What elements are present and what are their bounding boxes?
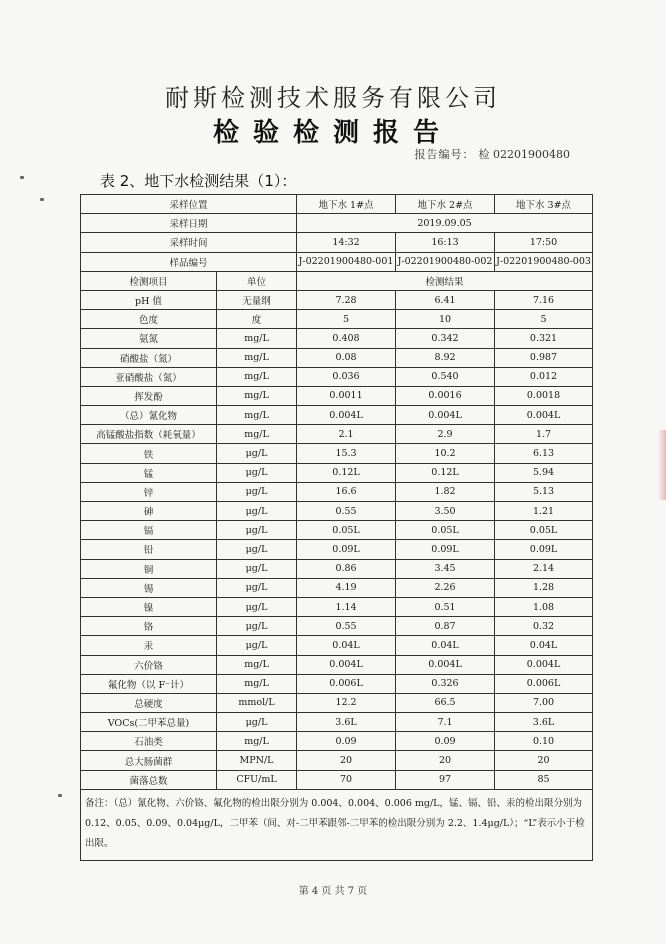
table-row	[81, 406, 593, 425]
result-site-1: 0.408	[297, 329, 396, 348]
item-unit: CFU/mL	[217, 770, 297, 789]
table-row-note	[81, 789, 593, 860]
item-unit: μg/L	[217, 521, 297, 540]
result-site-3: 85	[495, 770, 593, 789]
item-name: 汞	[81, 636, 217, 655]
item-unit: μg/L	[217, 713, 297, 732]
report-number	[415, 146, 570, 162]
item-unit: 度	[217, 310, 297, 329]
item-unit: MPN/L	[217, 751, 297, 770]
table-row	[81, 770, 593, 789]
table-row-date	[81, 214, 593, 233]
result-site-2: 10.2	[396, 444, 495, 463]
result-site-2: 6.41	[396, 290, 495, 309]
item-unit: mg/L	[217, 425, 297, 444]
result-site-1: 0.04L	[297, 636, 396, 655]
table-row	[81, 290, 593, 309]
result-site-1: 0.86	[297, 559, 396, 578]
result-site-2: 0.004L	[396, 406, 495, 425]
item-unit: μg/L	[217, 540, 297, 559]
company-name: 耐斯检测技术服务有限公司	[165, 84, 501, 112]
result-site-2: 10	[396, 310, 495, 329]
sample-2: J-02201900480-002	[396, 252, 495, 271]
table-row-site	[81, 195, 593, 214]
result-site-2: 3.45	[396, 559, 495, 578]
sample-1: J-02201900480-001	[297, 252, 396, 271]
site-2: 地下水 2#点	[396, 195, 495, 214]
result-site-2: 0.540	[396, 367, 495, 386]
item-unit: mg/L	[217, 655, 297, 674]
item-name: 铅	[81, 540, 217, 559]
result-site-1: 0.05L	[297, 521, 396, 540]
item-name: 铜	[81, 559, 217, 578]
item-name: 氟化物（以 F⁻计）	[81, 674, 217, 693]
result-site-1: 12.2	[297, 693, 396, 712]
result-site-2: 3.50	[396, 502, 495, 521]
item-name: 锌	[81, 482, 217, 501]
sample-3: J-02201900480-003	[495, 252, 593, 271]
result-site-2: 0.326	[396, 674, 495, 693]
scan-mark	[58, 794, 62, 797]
result-site-3: 3.6L	[495, 713, 593, 732]
column-header-result: 检测结果	[297, 271, 593, 290]
time-1: 14:32	[297, 233, 396, 252]
result-site-3: 0.004L	[495, 406, 593, 425]
table-row	[81, 482, 593, 501]
item-name: 铁	[81, 444, 217, 463]
table-row	[81, 540, 593, 559]
result-site-1: 20	[297, 751, 396, 770]
seal-stamp-edge	[658, 430, 666, 500]
result-site-1: 0.08	[297, 348, 396, 367]
item-name: 砷	[81, 502, 217, 521]
table-row	[81, 655, 593, 674]
result-site-2: 0.09L	[396, 540, 495, 559]
result-site-3: 2.14	[495, 559, 593, 578]
item-unit: mg/L	[217, 406, 297, 425]
item-name: 镉	[81, 521, 217, 540]
table-row	[81, 444, 593, 463]
item-name: 亚硝酸盐（氮）	[81, 367, 217, 386]
result-site-3: 0.987	[495, 348, 593, 367]
report-number-value: 检 02201900480	[478, 148, 570, 161]
table-title: 表 2、地下水检测结果（1）：	[100, 172, 297, 190]
result-site-3: 0.09L	[495, 540, 593, 559]
result-site-3: 1.08	[495, 597, 593, 616]
table-row	[81, 617, 593, 636]
result-site-3: 0.10	[495, 732, 593, 751]
site-1: 地下水 1#点	[297, 195, 396, 214]
item-name: pH 值	[81, 290, 217, 309]
result-site-3: 0.0018	[495, 386, 593, 405]
item-name: （总）氰化物	[81, 406, 217, 425]
item-name: 总硬度	[81, 693, 217, 712]
item-name: 石油类	[81, 732, 217, 751]
item-unit: μg/L	[217, 502, 297, 521]
result-site-1: 1.14	[297, 597, 396, 616]
item-name: 锰	[81, 463, 217, 482]
item-unit: 无量纲	[217, 290, 297, 309]
result-site-1: 0.036	[297, 367, 396, 386]
scan-mark	[20, 176, 24, 179]
column-header-unit: 单位	[217, 271, 297, 290]
result-site-2: 2.9	[396, 425, 495, 444]
result-site-2: 0.51	[396, 597, 495, 616]
result-site-1: 70	[297, 770, 396, 789]
result-site-3: 6.13	[495, 444, 593, 463]
result-site-3: 0.32	[495, 617, 593, 636]
item-unit: μg/L	[217, 559, 297, 578]
result-site-2: 0.342	[396, 329, 495, 348]
table-row	[81, 502, 593, 521]
result-site-2: 1.82	[396, 482, 495, 501]
result-site-1: 0.004L	[297, 406, 396, 425]
result-site-2: 0.12L	[396, 463, 495, 482]
result-site-2: 0.04L	[396, 636, 495, 655]
item-name: 镍	[81, 597, 217, 616]
result-site-1: 3.6L	[297, 713, 396, 732]
result-site-2: 20	[396, 751, 495, 770]
table-row	[81, 348, 593, 367]
result-site-3: 1.7	[495, 425, 593, 444]
result-site-1: 0.55	[297, 617, 396, 636]
table-row	[81, 367, 593, 386]
table-row	[81, 386, 593, 405]
report-title: 检验检测报告	[212, 118, 453, 148]
item-unit: μg/L	[217, 597, 297, 616]
date-label: 采样日期	[81, 214, 297, 233]
result-site-1: 0.004L	[297, 655, 396, 674]
result-site-1: 0.006L	[297, 674, 396, 693]
result-site-2: 0.05L	[396, 521, 495, 540]
item-name: 铬	[81, 617, 217, 636]
table-row	[81, 732, 593, 751]
table-row-time	[81, 233, 593, 252]
table-row	[81, 713, 593, 732]
table-row	[81, 751, 593, 770]
result-site-2: 0.87	[396, 617, 495, 636]
table-row	[81, 463, 593, 482]
table-row	[81, 636, 593, 655]
item-name: 氨氮	[81, 329, 217, 348]
table-header-row	[81, 271, 593, 290]
result-site-2: 2.26	[396, 578, 495, 597]
result-site-3: 0.006L	[495, 674, 593, 693]
sample-label: 样品编号	[81, 252, 297, 271]
result-site-2: 0.004L	[396, 655, 495, 674]
item-name: 菌落总数	[81, 770, 217, 789]
result-site-2: 66.5	[396, 693, 495, 712]
result-site-3: 7.00	[495, 693, 593, 712]
result-site-2: 8.92	[396, 348, 495, 367]
result-site-3: 0.004L	[495, 655, 593, 674]
item-name: 锡	[81, 578, 217, 597]
table-row	[81, 329, 593, 348]
page-footer: 第 4 页 共 7 页	[298, 886, 368, 897]
sampling-date: 2019.09.05	[297, 214, 593, 233]
result-site-1: 0.09	[297, 732, 396, 751]
result-site-3: 7.16	[495, 290, 593, 309]
item-name: VOCs(二甲苯总量)	[81, 713, 217, 732]
report-number-label: 报告编号：	[414, 148, 475, 161]
item-unit: mg/L	[217, 674, 297, 693]
table-row	[81, 425, 593, 444]
table-row	[81, 674, 593, 693]
table-note: 备注：（总）氰化物、六价铬、氟化物的检出限分别为 0.004、0.004、0.006 mg/L，锰、镉、铅、汞的检出限分别为 0.12、0.05、0.09、0.04μg/L，二甲苯（间、对-二甲苯跟邻-二甲苯的检出限分别为 2.2、1.4μg/L）；“L”表示小于检出限。	[81, 789, 593, 860]
table-row	[81, 597, 593, 616]
result-site-2: 7.1	[396, 713, 495, 732]
item-unit: μg/L	[217, 578, 297, 597]
result-site-1: 0.09L	[297, 540, 396, 559]
result-site-2: 97	[396, 770, 495, 789]
result-site-1: 2.1	[297, 425, 396, 444]
result-site-2: 0.09	[396, 732, 495, 751]
result-site-1: 0.0011	[297, 386, 396, 405]
result-site-3: 0.012	[495, 367, 593, 386]
item-name: 色度	[81, 310, 217, 329]
result-site-1: 7.28	[297, 290, 396, 309]
item-name: 硝酸盐（氮）	[81, 348, 217, 367]
item-unit: mg/L	[217, 329, 297, 348]
scan-mark	[40, 198, 44, 201]
item-unit: mmol/L	[217, 693, 297, 712]
table-row	[81, 521, 593, 540]
result-site-3: 5	[495, 310, 593, 329]
result-site-1: 4.19	[297, 578, 396, 597]
result-site-2: 0.0016	[396, 386, 495, 405]
item-unit: mg/L	[217, 386, 297, 405]
item-unit: mg/L	[217, 348, 297, 367]
item-name: 总大肠菌群	[81, 751, 217, 770]
result-site-1: 15.3	[297, 444, 396, 463]
item-unit: μg/L	[217, 636, 297, 655]
result-site-1: 5	[297, 310, 396, 329]
item-name: 挥发酚	[81, 386, 217, 405]
item-unit: μg/L	[217, 482, 297, 501]
table-row	[81, 578, 593, 597]
site-3: 地下水 3#点	[495, 195, 593, 214]
item-unit: mg/L	[217, 732, 297, 751]
time-3: 17:50	[495, 233, 593, 252]
result-site-3: 0.04L	[495, 636, 593, 655]
site-label: 采样位置	[81, 195, 297, 214]
result-site-1: 0.55	[297, 502, 396, 521]
result-site-1: 0.12L	[297, 463, 396, 482]
item-name: 六价铬	[81, 655, 217, 674]
result-site-1: 16.6	[297, 482, 396, 501]
result-site-3: 5.94	[495, 463, 593, 482]
result-site-3: 1.21	[495, 502, 593, 521]
results-table	[80, 194, 593, 861]
result-site-3: 0.05L	[495, 521, 593, 540]
result-site-3: 1.28	[495, 578, 593, 597]
time-label: 采样时间	[81, 233, 297, 252]
item-unit: μg/L	[217, 444, 297, 463]
result-site-3: 5.13	[495, 482, 593, 501]
time-2: 16:13	[396, 233, 495, 252]
result-site-3: 0.321	[495, 329, 593, 348]
item-unit: mg/L	[217, 367, 297, 386]
item-unit: μg/L	[217, 463, 297, 482]
item-name: 高锰酸盐指数（耗氧量）	[81, 425, 217, 444]
item-unit: μg/L	[217, 617, 297, 636]
table-row	[81, 693, 593, 712]
column-header-item: 检测项目	[81, 271, 217, 290]
table-row	[81, 559, 593, 578]
result-site-3: 20	[495, 751, 593, 770]
table-row	[81, 310, 593, 329]
table-row-sample	[81, 252, 593, 271]
